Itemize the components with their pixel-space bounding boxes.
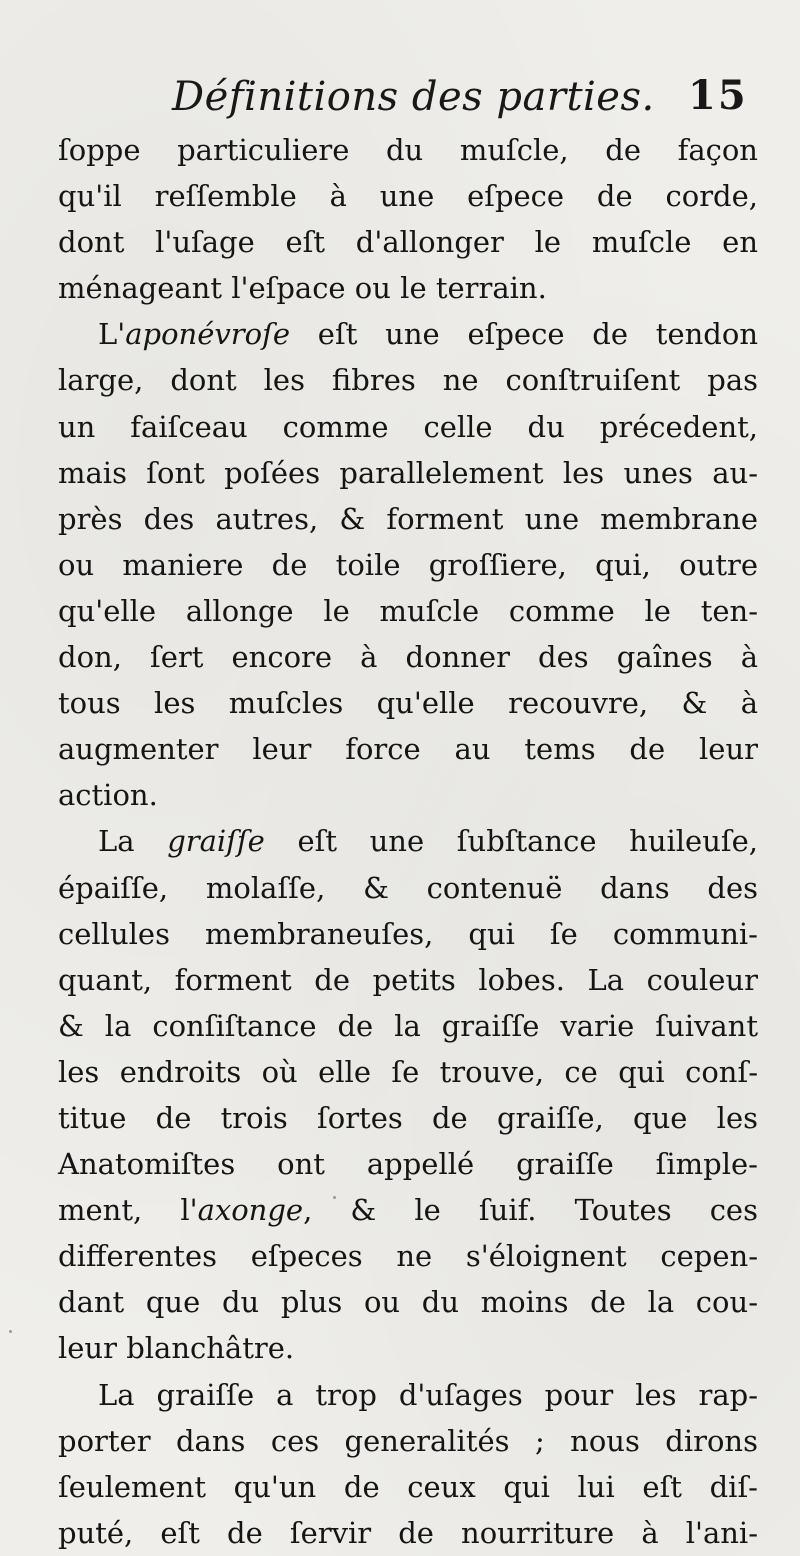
page-number: 15 bbox=[688, 72, 748, 119]
text-line: large, dont les fibres ne conſtruiſent pas bbox=[58, 363, 758, 398]
text-line: qu'il reſſemble à une eſpece de corde, bbox=[58, 179, 758, 214]
text-line: tous les muſcles qu'elle recouvre, & à bbox=[58, 686, 758, 721]
text-line: près des autres, & forment une membrane bbox=[58, 501, 758, 536]
text-line: ſeulement qu'un de ceux qui lui eſt diſ- bbox=[58, 1469, 758, 1504]
text-line: mais ſont poſées parallelement les unes au- bbox=[58, 455, 758, 490]
text-line: differentes eſpeces ne s'éloignent cepen- bbox=[58, 1239, 758, 1274]
text-line: quant, forment de petits lobes. La couleur bbox=[58, 962, 758, 997]
text-line: un faiſceau comme celle du précedent, bbox=[58, 409, 758, 444]
text-line: action. bbox=[58, 778, 158, 813]
paragraph-start-aponevrose: L'aponévroſe eſt une eſpece de tendon bbox=[98, 317, 758, 352]
text-line: dant que du plus ou du moins de la cou- bbox=[58, 1285, 758, 1320]
body-text bbox=[58, 127, 758, 1556]
paragraph-start-usages: La graiſſe a trop d'uſages pour les rap- bbox=[98, 1377, 758, 1412]
text-line: qu'elle allonge le muſcle comme le ten- bbox=[58, 593, 758, 628]
text-line: leur blanchâtre. bbox=[58, 1331, 295, 1366]
italic-term-graisse: graiſſe bbox=[167, 824, 265, 859]
text-line: ou maniere de toile groſſiere, qui, outre bbox=[58, 547, 758, 582]
text-line: puté, eſt de ſervir de nourriture à l'ani- bbox=[58, 1515, 758, 1550]
text-line: augmenter leur force au tems de leur bbox=[58, 732, 758, 767]
paper-speck bbox=[9, 1330, 12, 1333]
text-line: Anatomiſtes ont appellé graiſſe ſimple- bbox=[58, 1147, 758, 1182]
italic-term-axonge: axonge bbox=[197, 1193, 304, 1228]
text-line: ſoppe particuliere du muſcle, de façon bbox=[58, 133, 758, 167]
text-line: dont l'uſage eſt d'allonger le muſcle en bbox=[58, 225, 758, 260]
text-line: & la conſiſtance de la graiſſe varie ſuivant bbox=[58, 1008, 758, 1043]
text-line: ment, l'axonge, & le ſuif. Toutes ces bbox=[58, 1193, 758, 1228]
text-line: don, ſert encore à donner des gaînes à bbox=[58, 640, 758, 675]
text-line: les endroits où elle ſe trouve, ce qui conſ- bbox=[58, 1054, 758, 1089]
text-line: ménageant l'eſpace ou le terrain. bbox=[58, 271, 547, 306]
page-header bbox=[0, 70, 800, 128]
paper-speck bbox=[333, 1196, 336, 1199]
running-title: Définitions des parties. bbox=[172, 74, 655, 120]
paper-speck bbox=[96, 1527, 99, 1530]
text-line: épaiſſe, molaſſe, & contenuë dans des bbox=[58, 870, 758, 905]
text-line: cellules membraneuſes, qui ſe communi- bbox=[58, 916, 758, 951]
text-line: titue de trois ſortes de graiſſe, que les bbox=[58, 1100, 758, 1135]
paragraph-start-graisse: La graiſſe eſt une ſubſtance huileuſe, bbox=[98, 824, 759, 859]
italic-term-aponevrose: aponévroſe bbox=[125, 317, 290, 352]
text-line: porter dans ces generalités ; nous dirons bbox=[58, 1423, 758, 1458]
